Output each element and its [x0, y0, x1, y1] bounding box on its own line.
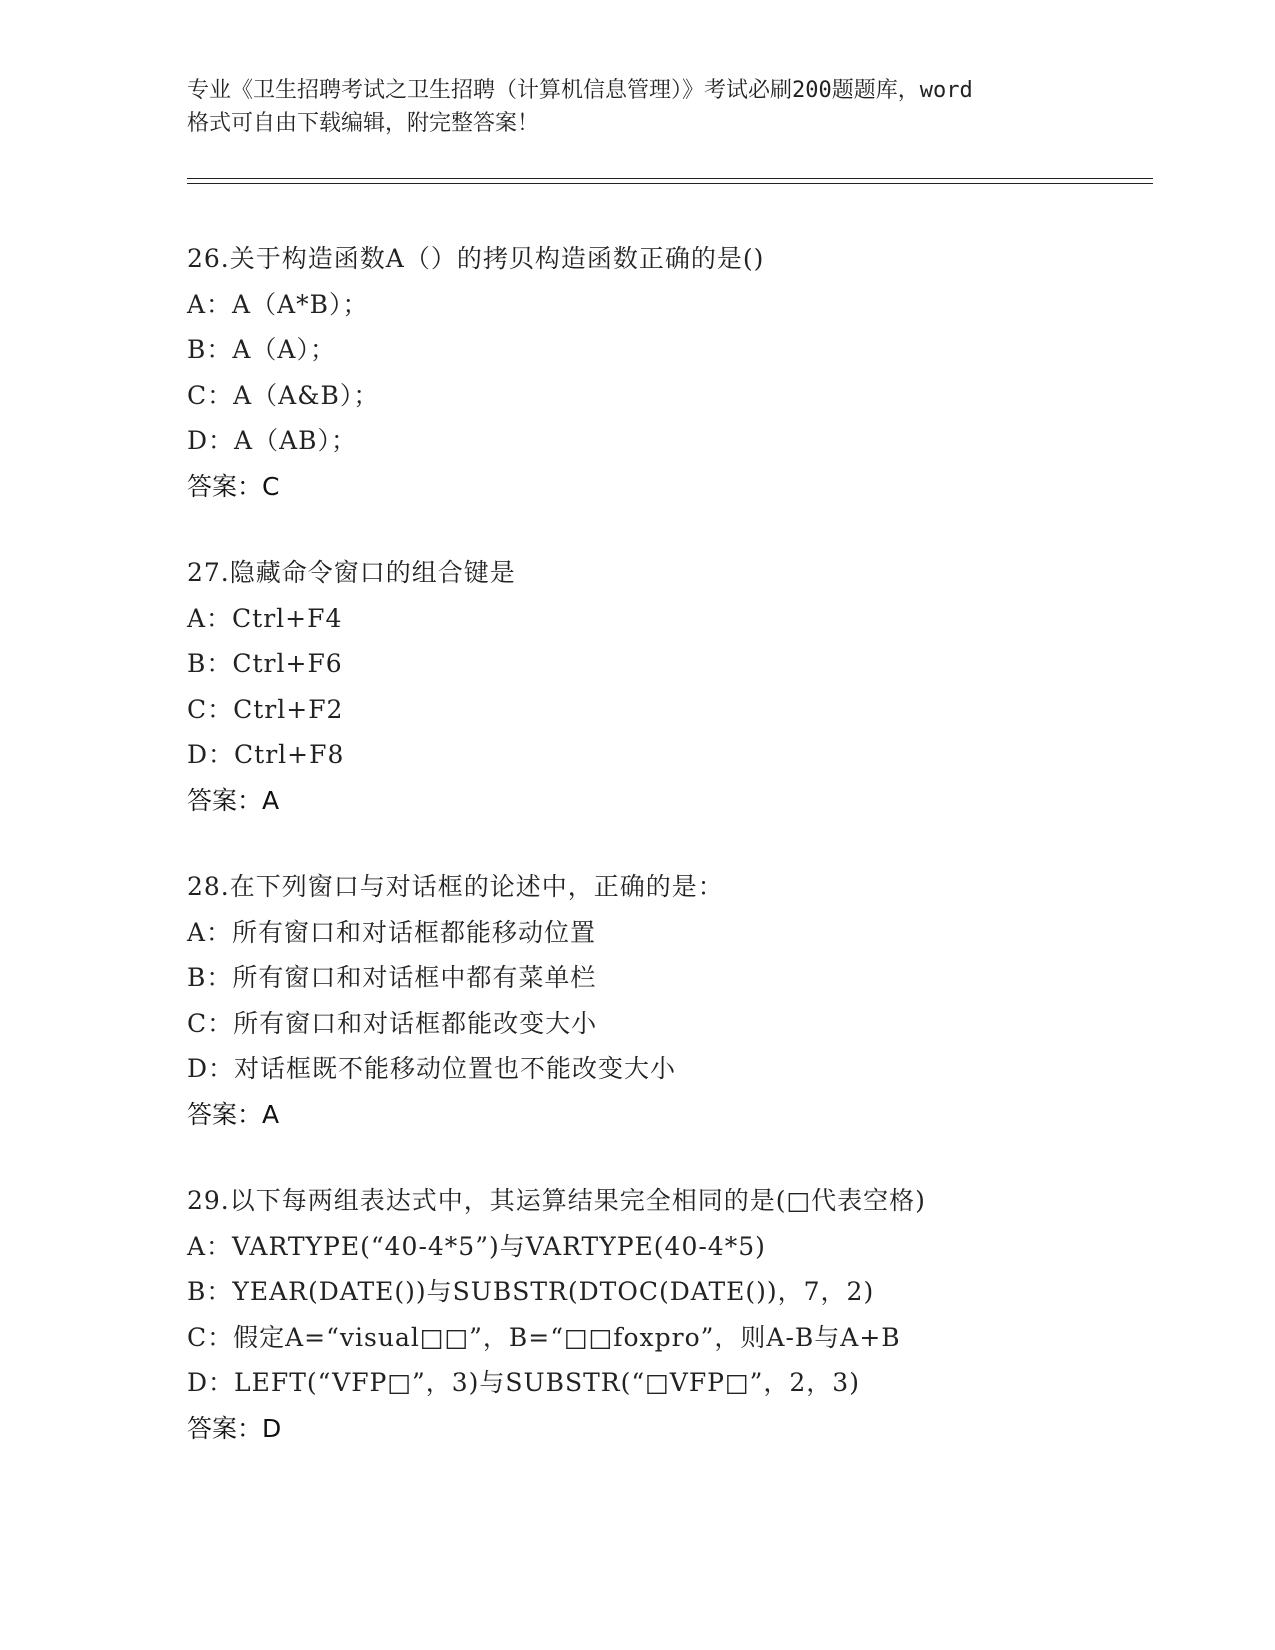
- option-a: A：VARTYPE(“40-4*5”)与VARTYPE(40-4*5): [187, 1231, 766, 1261]
- option-a: A：A（A*B）；: [187, 289, 369, 319]
- option-c: C：A（A&B）；: [187, 380, 380, 410]
- option-c: C：Ctrl+F2: [187, 694, 344, 724]
- document-header: [187, 74, 1087, 140]
- option-d: D：LEFT(“VFP□”，3)与SUBSTR(“□VFP□”，2，3): [187, 1368, 860, 1397]
- option-d: D：Ctrl+F8: [187, 740, 345, 769]
- question-title: 28.在下列窗口与对话框的论述中，正确的是：: [187, 872, 724, 901]
- option-d: D：A（AB）；: [187, 426, 358, 455]
- header-divider-top: [187, 178, 1153, 179]
- question-29: [187, 1178, 1187, 1451]
- answer-line: 答案：C: [187, 471, 280, 501]
- option-b: B：YEAR(DATE())与SUBSTR(DTOC(DATE())，7，2): [187, 1277, 875, 1306]
- answer-line: 答案：A: [187, 1099, 280, 1129]
- header-line-2: 格式可自由下载编辑，附完整答案！: [187, 111, 540, 136]
- question-list: [187, 236, 1187, 1492]
- answer-line: 答案：A: [187, 785, 280, 815]
- question-title: 29.以下每两组表达式中，其运算结果完全相同的是(□代表空格): [187, 1186, 926, 1215]
- option-b: B：A（A）；: [187, 335, 336, 364]
- option-a: A：所有窗口和对话框都能移动位置: [187, 917, 597, 947]
- header-divider-bottom: [187, 183, 1153, 184]
- question-28: [187, 864, 1187, 1137]
- option-b: B：Ctrl+F6: [187, 649, 343, 678]
- question-title: 26.关于构造函数A（）的拷贝构造函数正确的是(): [187, 244, 765, 273]
- option-c: C：所有窗口和对话框都能改变大小: [187, 1008, 598, 1038]
- question-26: [187, 236, 1187, 509]
- option-d: D：对话框既不能移动位置也不能改变大小: [187, 1054, 677, 1083]
- question-27: [187, 550, 1187, 823]
- header-line-1: 专业《卫生招聘考试之卫生招聘（计算机信息管理）》考试必刷200题题库，word: [187, 78, 973, 103]
- option-c: C：假定A=“visual□□”，B=“□□foxpro”，则A-B与A+B: [187, 1322, 901, 1352]
- answer-line: 答案：D: [187, 1413, 282, 1443]
- question-title: 27.隐藏命令窗口的组合键是: [187, 558, 516, 587]
- option-a: A：Ctrl+F4: [187, 603, 343, 633]
- option-b: B：所有窗口和对话框中都有菜单栏: [187, 963, 597, 992]
